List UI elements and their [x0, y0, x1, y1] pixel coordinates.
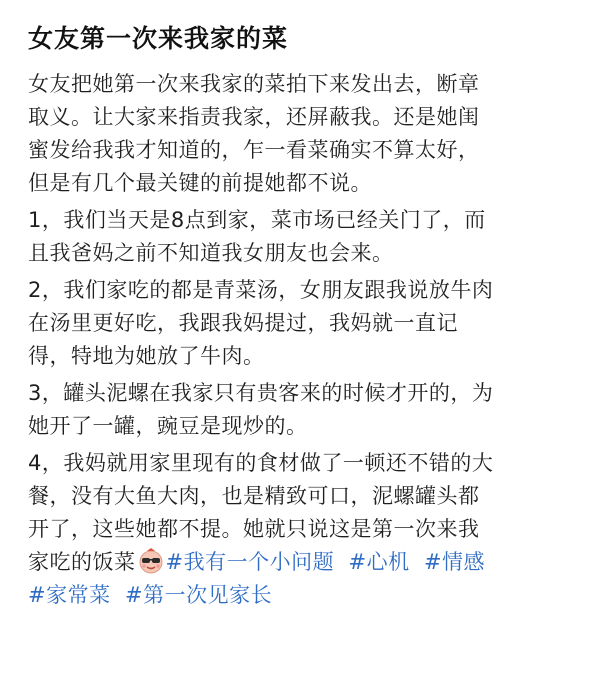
- text-line: 且我爸妈之前不知道我女朋友也会来。: [28, 241, 394, 265]
- text-line: 女友把她第一次来我家的菜拍下来发出去，断章: [28, 72, 480, 96]
- text-line: 1，我们当天是8点到家，菜市场已经关门了，而: [28, 208, 486, 232]
- cool-face-emoji-icon: [138, 548, 164, 574]
- text-line: 3，罐头泥螺在我家只有贵客来的时候才开的，为: [28, 381, 494, 405]
- paragraph-point-2: [28, 274, 575, 373]
- text-line: 开了，这些她都不提。她就只说这是第一次来我: [28, 517, 480, 541]
- text-line: 取义。让大家来指责我家，还屏蔽我。还是她闺: [28, 105, 480, 129]
- hashtag-link[interactable]: #家常菜: [28, 583, 111, 607]
- text-segment: 家吃的饭菜: [28, 550, 136, 574]
- post-body: [28, 68, 575, 612]
- paragraph-point-1: [28, 204, 575, 270]
- text-line-with-tags: [28, 546, 575, 579]
- hashtag-link[interactable]: #我有一个小问题: [165, 550, 335, 574]
- tags-line: [28, 579, 575, 612]
- paragraph-point-4: [28, 447, 575, 612]
- text-line: 4，我妈就用家里现有的食材做了一顿还不错的大: [28, 451, 494, 475]
- hashtag-link[interactable]: #心机: [348, 550, 410, 574]
- hashtag-link[interactable]: #情感: [423, 550, 486, 574]
- text-line: 2，我们家吃的都是青菜汤，女朋友跟我说放牛肉: [28, 278, 494, 302]
- paragraph-point-3: [28, 377, 575, 443]
- post-title: 女友第一次来我家的菜: [28, 24, 289, 53]
- text-line: 在汤里更好吃，我跟我妈提过，我妈就一直记: [28, 311, 458, 335]
- text-line: 蜜发给我我才知道的，乍一看菜确实不算太好，: [28, 138, 480, 162]
- text-line: 但是有几个最关键的前提她都不说。: [28, 171, 372, 195]
- text-line: 得，特地为她放了牛肉。: [28, 344, 265, 368]
- text-line: 她开了一罐，豌豆是现炒的。: [28, 414, 308, 438]
- hashtag-link[interactable]: #第一次见家长: [124, 583, 273, 607]
- paragraph-intro: [28, 68, 575, 200]
- text-line: 餐，没有大鱼大肉，也是精致可口，泥螺罐头都: [28, 484, 480, 508]
